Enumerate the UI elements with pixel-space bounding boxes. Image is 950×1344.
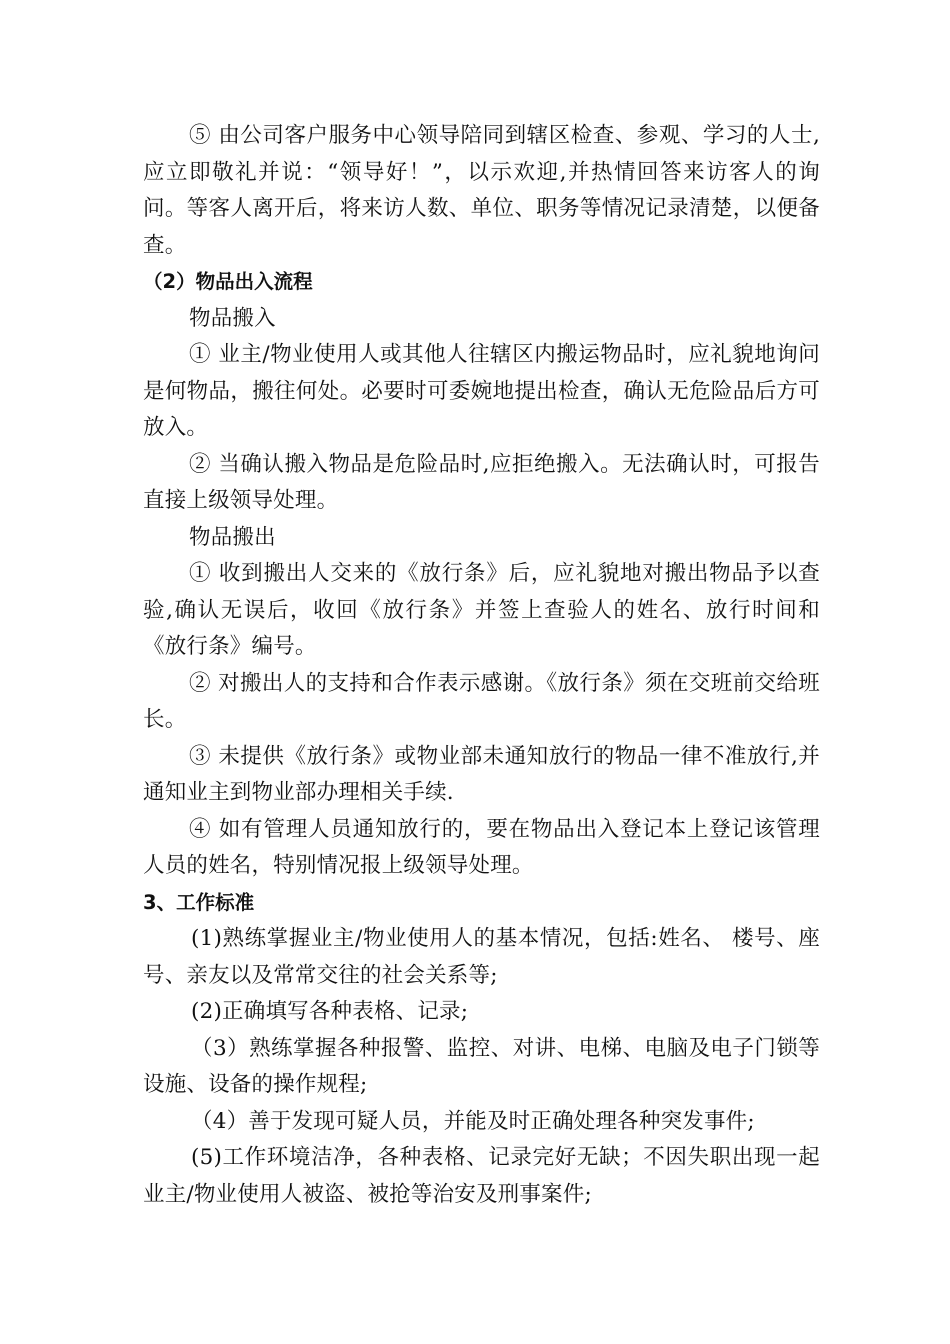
visitor-reception-paragraph: ⑤ 由公司客户服务中心领导陪同到辖区检查、参观、学习的人士,应立即敬礼并说：“领导好！”，以示欢迎,并热情回答来访客人的询问。等客人离开后，将来访人数、单位、职务等情况记录清楚，以便备查。	[143, 123, 820, 258]
goods-out-item-1: ① 收到搬出人交来的《放行条》后，应礼貌地对搬出物品予以查验,确认无误后，收回《放行条》并签上查验人的姓名、放行时间和《放行条》编号。	[143, 561, 820, 659]
goods-in-item-1: ① 业主/物业使用人或其他人往辖区内搬运物品时，应礼貌地询问是何物品，搬往何处。必要时可委婉地提出检查，确认无危险品后方可放入。	[143, 342, 820, 440]
goods-flow-heading: （2）物品出入流程	[143, 270, 313, 293]
goods-out-subheading: 物品搬出	[189, 524, 276, 550]
goods-out-item-3: ③ 未提供《放行条》或物业部未通知放行的物品一律不准放行,并通知业主到物业部办理相关手续.	[143, 743, 820, 805]
goods-out-item-4: ④ 如有管理人员通知放行的，要在物品出入登记本上登记该管理人员的姓名，特别情况报上级领导处理。	[143, 816, 820, 878]
goods-in-subheading: 物品搬入	[189, 305, 276, 331]
standard-item-3: （3）熟练掌握各种报警、监控、对讲、电梯、电脑及电子门锁等设施、设备的操作规程;	[143, 1035, 820, 1097]
document-page	[143, 118, 820, 1213]
goods-out-item-2: ② 对搬出人的支持和合作表示感谢。《放行条》须在交班前交给班长。	[143, 670, 820, 732]
standard-item-5: (5)工作环境洁净，各种表格、记录完好无缺；不因失职出现一起业主/物业使用人被盗、被抢等治安及刑事案件;	[143, 1145, 820, 1207]
standard-item-1: (1)熟练掌握业主/物业使用人的基本情况，包括:姓名、 楼号、座号、亲友以及常常交往的社会关系等;	[143, 926, 820, 988]
standard-item-2: (2)正确填写各种表格、记录;	[191, 999, 469, 1024]
work-standard-heading: 3、工作标准	[143, 890, 255, 914]
standard-item-4: （4）善于发现可疑人员，并能及时正确处理各种突发事件;	[191, 1108, 755, 1134]
goods-in-item-2: ② 当确认搬入物品是危险品时,应拒绝搬入。无法确认时，可报告直接上级领导处理。	[143, 451, 820, 513]
